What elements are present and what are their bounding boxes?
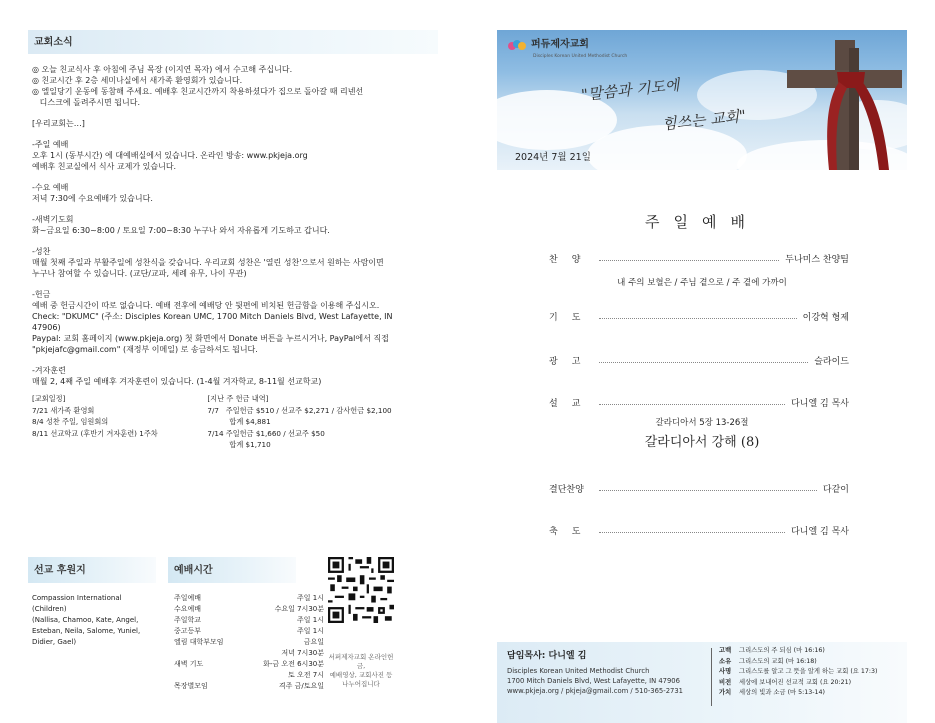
schedule-item: 8/4 성찬 주일, 임원회의 <box>32 417 109 426</box>
mission-line: Compassion International <box>32 594 122 602</box>
vision-value: 그리스도를 알고 그 뜻을 알게 하는 교회 (요 17:3) <box>739 668 878 675</box>
section-line: "pkjejafc@gmail.com" (재정부 이메일) 로 송금하셔도 됩니다. <box>32 345 258 354</box>
section-line: 오후 1시 (동부시간) 에 대예배실에서 있습니다. 온라인 방송: www.pkjeja.org <box>32 151 308 160</box>
section-heading: -겨자훈련 <box>32 366 66 375</box>
section-line: 매월 2, 4째 주일 예배후 겨자훈련이 있습니다. (1-4월 겨자학교, 8-11월 선교학교) <box>32 377 322 386</box>
order-label: 축도 <box>549 527 595 537</box>
news-body <box>28 54 438 451</box>
section-heading: -수요 예배 <box>32 183 69 192</box>
vision-value: 그리스도의 교회 (마 16:18) <box>739 657 817 665</box>
worship-name: 중고등부 <box>174 627 202 635</box>
vision-key: 가치 <box>719 689 732 696</box>
order-label: 찬양 <box>549 255 595 265</box>
worship-row <box>174 604 324 615</box>
church-info-footer <box>497 642 907 723</box>
section-line: 47906) <box>32 323 61 332</box>
order-leader: 슬라이드 <box>814 357 849 367</box>
worship-row <box>174 681 324 692</box>
song-list: 내 주의 보혈은 / 주님 곁으로 / 주 곁에 가까이 <box>617 278 787 288</box>
section-line: 화~금요일 6:30~8:00 / 토요일 7:00~8:30 누구나 와서 자유롭게 기도하고 갑니다. <box>32 226 330 235</box>
worship-times <box>174 593 324 692</box>
schedule-heading: [교회일정] <box>32 394 66 403</box>
worship-time: 격주 금/토요일 <box>278 682 324 690</box>
scripture-reference: 갈라디아서 5장 13-26절 <box>655 418 749 428</box>
mission-line: Didier, Gael) <box>32 638 77 646</box>
left-page <box>28 30 438 710</box>
vision-row <box>719 667 877 678</box>
section-heading: -헌금 <box>32 290 51 299</box>
vision-row <box>719 657 877 668</box>
mission-header <box>28 557 156 583</box>
schedule-item: 7/21 새가족 환영회 <box>32 405 95 415</box>
mission-title: 선교 후원지 <box>34 565 86 576</box>
section-line: Check: "DKUMC" (주소: Disciples Korean UMC, 1700 Mitch Daniels Blvd, West Lafayette, IN <box>32 312 393 321</box>
vision-key: 고백 <box>719 647 732 654</box>
worship-header <box>168 557 296 583</box>
worship-time: 화-금 오전 6시30분 <box>263 660 324 668</box>
worship-row <box>174 670 324 681</box>
worship-name: 수요예배 <box>174 605 202 613</box>
order-row <box>549 484 849 496</box>
vision-key: 비전 <box>719 678 732 686</box>
worship-row <box>174 637 324 648</box>
vision-value: 세상의 빛과 소금 (마 5:13-14) <box>739 689 826 696</box>
mission-line: Esteban, Neila, Salome, Yuniel, <box>32 627 141 635</box>
worship-row <box>174 593 324 604</box>
qr-caption <box>328 653 394 689</box>
address-line: 1700 Mitch Daniels Blvd, West Lafayette, IN 47906 <box>507 677 680 685</box>
worship-name: 주일예배 <box>174 594 202 602</box>
address-line: Disciples Korean United Methodist Church <box>507 667 650 675</box>
offering-total: 합계 $1,710 <box>229 440 271 449</box>
schedule-offering <box>32 393 434 451</box>
worship-name: 새벽 기도 <box>174 660 204 668</box>
worship-time: 저녁 7시30분 <box>281 649 324 657</box>
qr-caption-line: 서퍼제자교회 온라인헌금, <box>328 653 394 670</box>
order-leader: 이강혁 형제 <box>802 313 849 323</box>
worship-time: 금요일 <box>303 638 324 646</box>
section-line: 누구나 참여할 수 있습니다. (교단/교파, 세례 유무, 나이 무관) <box>32 269 247 278</box>
cover-banner <box>497 30 907 170</box>
church-vision <box>719 646 877 699</box>
worship-name: 엘림 대학부모임 <box>174 638 224 646</box>
qr-caption-line: 나누어집니다 <box>342 680 380 688</box>
right-page <box>497 30 907 710</box>
service-date: 2024년 7월 21일 <box>515 152 591 163</box>
offering-line: 7/14 주일헌금 $1,660 / 선교주 $50 <box>207 428 325 438</box>
offering-report <box>207 393 434 451</box>
news-line: ◎ 엘일당기 운동에 동참해 주세요. 예배후 친교시간까지 착용하셨다가 집으로 돌아갈 때 리넨선 <box>32 87 364 96</box>
worship-time: 토 오전 7시 <box>288 671 324 679</box>
news-line: ◎ 오늘 친교식사 후 아침에 주님 목장 (이지연 목자) 에서 수고해 주십니다. <box>32 65 293 74</box>
worship-time: 수요일 7시30분 <box>274 605 324 613</box>
vision-value: 세상에 보내어진 선교적 교회 (요 20:21) <box>739 678 852 686</box>
worship-row <box>174 659 324 670</box>
church-is-heading: [우리교회는…] <box>32 119 85 128</box>
mission-list <box>32 593 152 648</box>
worship-row <box>174 648 324 659</box>
order-row <box>549 254 849 266</box>
qr-code-icon[interactable] <box>328 557 394 623</box>
order-leader: 다니엘 김 목사 <box>791 399 849 409</box>
worship-time: 주일 1시 <box>297 616 324 624</box>
section-line: Paypal: 교회 홈페이지 (www.pkjeja.org) 첫 화면에서 Donate 버튼을 누르시거나, PayPal에서 직접 <box>32 334 389 343</box>
offering-total: 합계 $4,881 <box>229 417 271 426</box>
section-line: 저녁 7:30에 수요예배가 있습니다. <box>32 194 153 203</box>
offering-line: 7/7 주일헌금 $510 / 선교주 $2,271 / 감사헌금 $2,100 <box>207 405 392 415</box>
qr-caption-line: 예배영상, 교회사진 등 <box>329 671 393 679</box>
order-label: 기도 <box>549 313 595 323</box>
pastor-name: 담임목사: 다니엘 김 <box>507 651 587 661</box>
cross-image <box>767 30 907 170</box>
church-address <box>507 666 683 696</box>
bottom-left-area <box>28 557 438 707</box>
worship-name: 목장별모임 <box>174 682 208 690</box>
church-schedule <box>32 393 207 451</box>
order-label: 설교 <box>549 399 595 409</box>
service-title: 주일예배 <box>645 213 759 231</box>
news-line: ◎ 친교시간 후 2층 세미나실에서 새가족 환영회가 있습니다. <box>32 76 243 85</box>
section-line: 매월 첫째 주일과 부활주일에 성찬식을 갖습니다. 우리교회 성찬은 '열린 성찬'으로서 원하는 사람이면 <box>32 258 384 267</box>
worship-time: 주일 1시 <box>297 594 324 602</box>
schedule-item: 8/11 선교학교 (후반기 겨자훈련) 1주차 <box>32 428 158 438</box>
worship-title: 예배시간 <box>174 565 213 576</box>
order-row <box>549 398 849 410</box>
motto-line-1: "말씀과 기도에 <box>580 75 681 105</box>
church-logo-icon <box>507 39 527 51</box>
vision-key: 소유 <box>719 657 732 665</box>
order-label: 결단찬양 <box>549 485 584 495</box>
order-leader: 다같이 <box>822 485 849 495</box>
section-heading: -새벽기도회 <box>32 215 74 224</box>
church-name: 퍼듀제자교회 <box>531 39 589 50</box>
news-header <box>28 30 438 54</box>
church-logo <box>507 38 589 52</box>
worship-row <box>174 626 324 637</box>
order-label: 광고 <box>549 357 595 367</box>
vision-value: 그리스도의 주 되심 (마 16:16) <box>739 647 825 654</box>
mission-line: (Children) <box>32 605 67 613</box>
offering-heading: [지난 주 헌금 내역] <box>207 394 269 403</box>
order-row <box>549 526 849 538</box>
motto-line-2: 힘쓰는 교회" <box>661 106 747 134</box>
address-line: www.pkjeja.org / pkjeja@gmail.com / 510-365-2731 <box>507 687 683 695</box>
order-leader: 두나미스 찬양팀 <box>785 255 849 265</box>
vision-key: 사명 <box>719 668 732 675</box>
section-line: 예배 중 헌금시간이 따로 없습니다. 예배 전후에 예배당 안 뒷편에 비치된 헌금함을 이용해 주십시오. <box>32 301 380 310</box>
vision-row <box>719 688 877 699</box>
section-line: 예배후 친교실에서 식사 교제가 있습니다. <box>32 162 177 171</box>
mission-line: (Nallisa, Chamoo, Kate, Angel, <box>32 616 139 624</box>
section-heading: -성찬 <box>32 247 51 256</box>
worship-name: 주일학교 <box>174 616 202 624</box>
worship-row <box>174 615 324 626</box>
order-row <box>549 356 849 368</box>
order-leader: 다니엘 김 목사 <box>791 527 849 537</box>
news-line: 디스크에 돌려주시면 됩니다. <box>32 98 141 107</box>
worship-time: 주일 1시 <box>297 627 324 635</box>
vision-row <box>719 678 877 689</box>
sermon-title: 갈라디아서 강해 (8) <box>644 435 760 450</box>
news-title: 교회소식 <box>34 37 73 48</box>
vision-row <box>719 646 877 657</box>
order-row <box>549 312 849 324</box>
section-heading: -주일 예배 <box>32 140 69 149</box>
church-subtitle: Disciples Korean United Methodist Church <box>533 54 628 59</box>
